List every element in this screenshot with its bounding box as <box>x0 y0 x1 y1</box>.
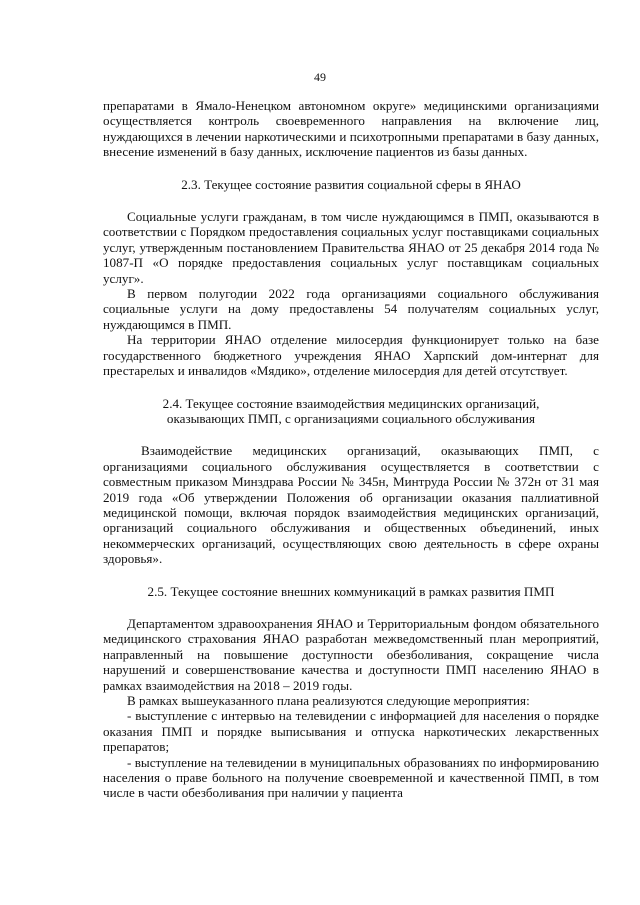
paragraph-2-3-3: На территории ЯНАО отделение милосердия функционирует только на базе государственного бюджетного учреждения ЯНАО Харпский дом-интернат для престарелых и инвалидов «Мядико», отделение милосердия для детей отсутствует. <box>103 332 599 379</box>
section-heading-2-4-line-1: 2.4. Текущее состояние взаимодействия медицинских организаций, <box>162 395 540 411</box>
section-heading-2-5: 2.5. Текущее состояние внешних коммуникаций в рамках развития ПМП <box>147 583 555 599</box>
paragraph-2-3-2: В первом полугодии 2022 года организациями социального обслуживания социальные услуги на дому предоставлены 54 получателям социальных услуг, нуждающимся в ПМП. <box>103 286 599 332</box>
section-heading-2-4-line-2: оказывающих ПМП, с организациями социального обслуживания <box>166 410 536 426</box>
list-item-2-5-1: - выступление с интервью на телевидении с информацией для населения о порядке оказания ПМП и порядке выписывания и отпуска наркотических лекарственных препаратов; <box>103 708 599 755</box>
paragraph-2-5-1: Департаментом здравоохранения ЯНАО и Территориальным фондом обязательного медицинского страхования ЯНАО разработан межведомственный план мероприятий, направленный на повышение доступности обезболивания, сокращение числа нарушений и совершенствование качества и доступности ПМП населению ЯНАО в рамках взаимодействия на 2018 – 2019 годы. <box>103 615 599 693</box>
paragraph-intro: препаратами в Ямало-Ненецком автономном округе» медицинскими организациями осуществляется контроль своевременного направления на включение лиц, нуждающихся в лечении наркотическими и психотропными препаратами в базу данных, внесение изменений в базу данных, исключение пациентов из базы данных. <box>103 98 599 160</box>
section-heading-2-3: 2.3. Текущее состояние развития социальной сферы в ЯНАО <box>181 176 521 192</box>
section-heading-2-4 <box>103 396 599 427</box>
page-body <box>103 98 599 801</box>
page-number: 49 <box>314 70 326 84</box>
paragraph-2-3-1: Социальные услуги гражданам, в том числе нуждающимся в ПМП, оказываются в соответствии с Порядком предоставления социальных услуг поставщиками социальных услуг, утвержденным постановлением Правительства ЯНАО от 25 декабря 2014 года № 1087-П «О порядке предоставления социальных услуг поставщикам социальных услуг». <box>103 209 599 286</box>
paragraph-2-5-2: В рамках вышеуказанного плана реализуются следующие мероприятия: <box>127 693 530 708</box>
list-item-2-5-2: - выступление на телевидении в муниципальных образованиях по информированию населения о праве больного на получение своевременной и качественной ПМП, в том числе в части обезболивания при наличии у пациента <box>103 754 599 801</box>
paragraph-2-4-1: Взаимодействие медицинских организаций, оказывающих ПМП, с организациями социального обслуживания осуществляется в соответствии с совместным приказом Минздрава России № 345н, Минтруда России № 372н от 31 мая 2019 года «Об утверждении Положения об организации оказания паллиативной медицинской помощи, включая порядок взаимодействия медицинских организаций, организаций социального обслуживания и общественных объединений, иных некоммерческих организаций, осуществляющих свою деятельность в сфере охраны здоровья». <box>103 443 599 567</box>
